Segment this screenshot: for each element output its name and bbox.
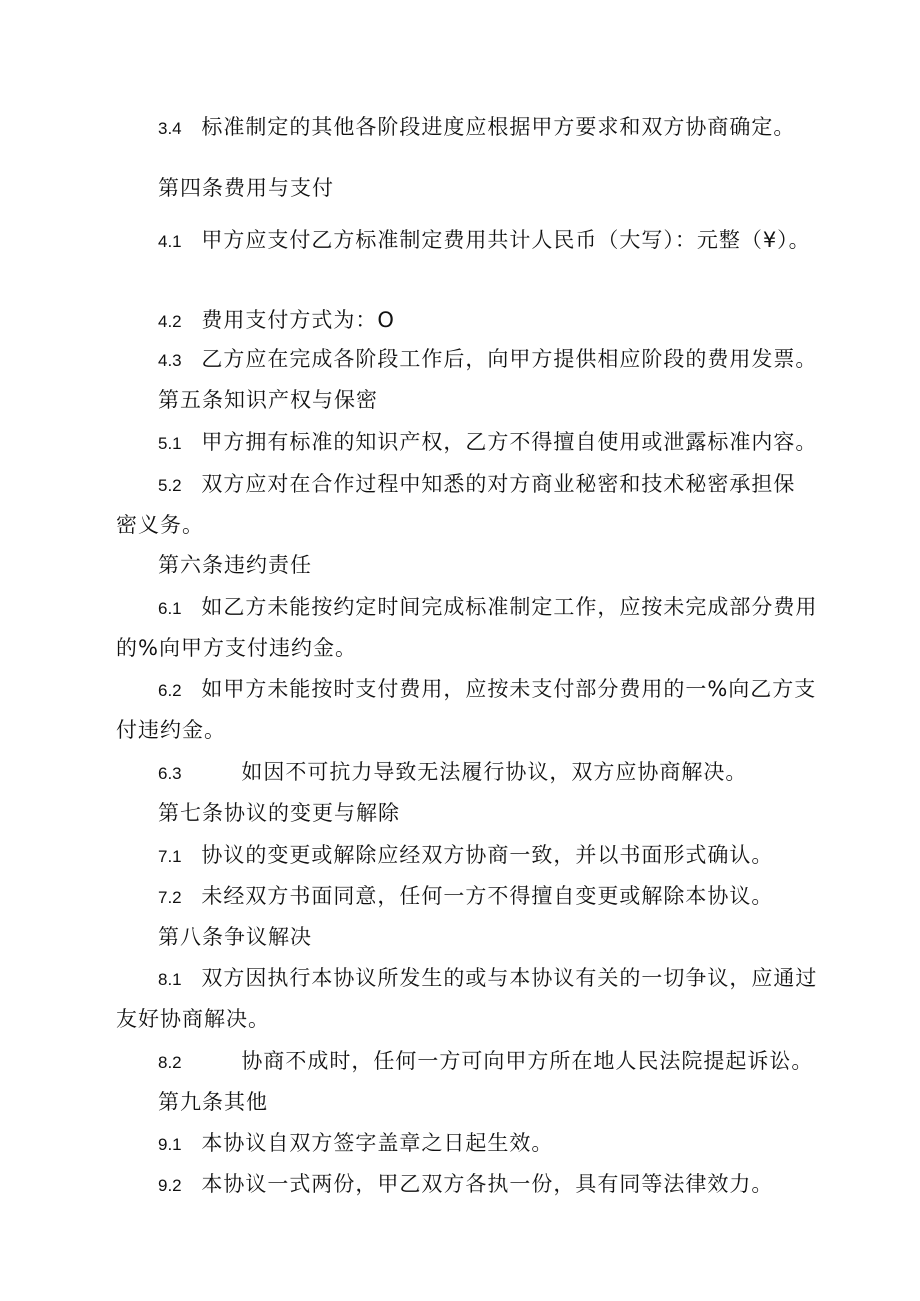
clause-text: 协商不成时，任何一方可向甲方所在地人民法院提起诉讼。 [241, 1049, 814, 1073]
clause-text: 乙方应在完成各阶段工作后，向甲方提供相应阶段的费用发票。 [201, 347, 818, 371]
clause-8-2 [158, 1046, 813, 1078]
clause-number: 5.1 [158, 434, 182, 453]
clause-text: 协议的变更或解除应经双方协商一致，并以书面形式确认。 [201, 843, 774, 867]
clause-6-1 [158, 592, 817, 624]
clause-6-1-continuation: 的%向甲方支付违约金。 [116, 636, 357, 660]
clause-text: 双方应对在合作过程中知悉的对方商业秘密和技术秘密承担保 [201, 472, 796, 496]
clause-7-2 [158, 881, 773, 913]
clause-9-2 [158, 1169, 773, 1201]
clause-5-2-continuation: 密义务。 [116, 513, 204, 537]
clause-text: 费用支付方式为：O [201, 308, 395, 332]
clause-6-2-continuation: 付违约金。 [116, 718, 226, 742]
clause-text: 未经双方书面同意，任何一方不得擅自变更或解除本协议。 [201, 884, 774, 908]
clause-text: 标准制定的其他各阶段进度应根据甲方要求和双方协商确定。 [201, 115, 796, 139]
clause-8-1-continuation: 友好协商解决。 [116, 1007, 270, 1031]
clause-4-1 [158, 225, 811, 257]
clause-text: 如因不可抗力导致无法履行协议，双方应协商解决。 [241, 760, 748, 784]
clause-number: 4.1 [158, 232, 182, 251]
clause-number: 4.3 [158, 351, 182, 370]
clause-text: 本协议自双方签字盖章之日起生效。 [201, 1131, 554, 1155]
clause-number: 7.2 [158, 888, 182, 907]
section-heading-9: 第九条其他 [158, 1090, 268, 1114]
clause-number: 6.2 [158, 681, 182, 700]
clause-number: 5.2 [158, 476, 182, 495]
clause-number: 8.1 [158, 970, 182, 989]
clause-number: 9.2 [158, 1176, 182, 1195]
clause-number: 6.3 [158, 764, 182, 783]
clause-7-1 [158, 840, 773, 872]
clause-6-3 [158, 757, 747, 789]
section-heading-5: 第五条知识产权与保密 [158, 388, 378, 412]
section-heading-7: 第七条协议的变更与解除 [158, 801, 400, 825]
clause-text: 双方因执行本协议所发生的或与本协议有关的一切争议，应通过 [201, 966, 818, 990]
clause-text: 甲方应支付乙方标准制定费用共计人民币（大写）：元整（¥）。 [201, 228, 811, 252]
clause-5-1 [158, 427, 817, 459]
section-heading-8: 第八条争议解决 [158, 925, 312, 949]
clause-4-3 [158, 344, 817, 376]
clause-number: 9.1 [158, 1135, 182, 1154]
clause-number: 3.4 [158, 119, 182, 138]
clause-4-2 [158, 305, 395, 337]
clause-text: 如乙方未能按约定时间完成标准制定工作，应按未完成部分费用 [201, 595, 818, 619]
clause-text: 如甲方未能按时支付费用，应按未支付部分费用的一%向乙方支 [201, 677, 817, 701]
clause-number: 7.1 [158, 847, 182, 866]
clause-8-1 [158, 963, 817, 995]
clause-6-2 [158, 674, 816, 706]
clause-number: 4.2 [158, 312, 182, 331]
clause-text: 本协议一式两份，甲乙双方各执一份，具有同等法律效力。 [201, 1172, 774, 1196]
clause-number: 8.2 [158, 1053, 182, 1072]
clause-3-4 [158, 112, 795, 144]
clause-5-2 [158, 469, 795, 501]
section-heading-6: 第六条违约责任 [158, 553, 312, 577]
clause-9-1 [158, 1128, 553, 1160]
clause-number: 6.1 [158, 599, 182, 618]
section-heading-4: 第四条费用与支付 [158, 176, 334, 200]
clause-text: 甲方拥有标准的知识产权，乙方不得擅自使用或泄露标准内容。 [201, 430, 818, 454]
